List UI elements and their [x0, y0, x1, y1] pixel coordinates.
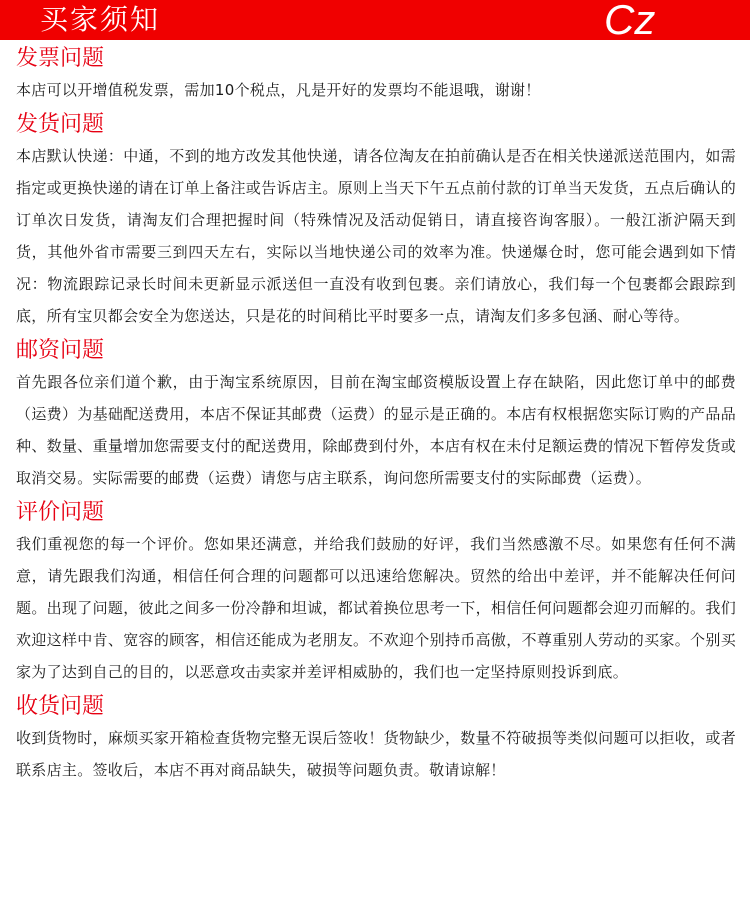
section-title-invoice: 发票问题 — [16, 46, 105, 71]
section-receipt — [16, 688, 736, 786]
section-shipping — [16, 106, 736, 332]
section-title-shipping: 发货问题 — [16, 112, 105, 137]
section-review — [16, 494, 736, 688]
section-body-shipping: 本店默认快递：中通，不到的地方改发其他快递，请各位淘友在拍前确认是否在相关快递派送范围内，如需指定或更换快递的请在订单上备注或告诉店主。原则上当天下午五点前付款的订单当天发货，五点后确认的订单次日发货，请淘友们合理把握时间（特殊情况及活动促销日，请直接咨询客服）。一般江浙沪隔天到货，其他外省市需要三到四天左右，实际以当地快递公司的效率为准。快递爆仓时，您可能会遇到如下情况：物流跟踪记录长时间未更新显示派送但一直没有收到包裹。亲们请放心，我们每一个包裹都会跟踪到底，所有宝贝都会安全为您送达，只是花的时间稍比平时要多一点，请淘友们多多包涵、耐心等待。 — [16, 147, 736, 325]
section-title-review: 评价问题 — [16, 500, 105, 525]
section-title-receipt: 收货问题 — [16, 694, 105, 719]
section-postage — [16, 332, 736, 494]
notice-content — [0, 40, 750, 786]
section-body-review: 我们重视您的每一个评价。您如果还满意，并给我们鼓励的好评，我们当然感激不尽。如果您有任何不满意，请先跟我们沟通，相信任何合理的问题都可以迅速给您解决。贸然的给出中差评，并不能解决任何问题。出现了问题，彼此之间多一份冷静和坦诚，都试着换位思考一下，相信任何问题都会迎刃而解的。我们欢迎这样中肯、宽容的顾客，相信还能成为老朋友。不欢迎个别持币高傲，不尊重别人劳动的买家。个别买家为了达到自己的目的，以恶意攻击卖家并差评相威胁的，我们也一定坚持原则投诉到底。 — [16, 535, 736, 681]
page-title: 买家须知 — [40, 3, 161, 36]
brand-logo: Cz — [604, 0, 656, 40]
section-body-postage: 首先跟各位亲们道个歉，由于淘宝系统原因，目前在淘宝邮资模版设置上存在缺陷，因此您订单中的邮费（运费）为基础配送费用，本店不保证其邮费（运费）的显示是正确的。本店有权根据您实际订购的产品品种、数量、重量增加您需要支付的配送费用，除邮费到付外，本店有权在未付足额运费的情况下暂停发货或取消交易。实际需要的邮费（运费）请您与店主联系，询问您所需要支付的实际邮费（运费）。 — [16, 373, 736, 487]
section-invoice — [16, 40, 736, 106]
header-banner — [0, 0, 750, 40]
section-title-postage: 邮资问题 — [16, 338, 105, 363]
section-body-receipt: 收到货物时，麻烦买家开箱检查货物完整无误后签收！货物缺少，数量不符破损等类似问题可以拒收，或者联系店主。签收后，本店不再对商品缺失，破损等问题负责。敬请谅解！ — [16, 729, 736, 779]
section-body-invoice: 本店可以开增值税发票，需加10个税点，凡是开好的发票均不能退哦，谢谢！ — [16, 81, 541, 99]
